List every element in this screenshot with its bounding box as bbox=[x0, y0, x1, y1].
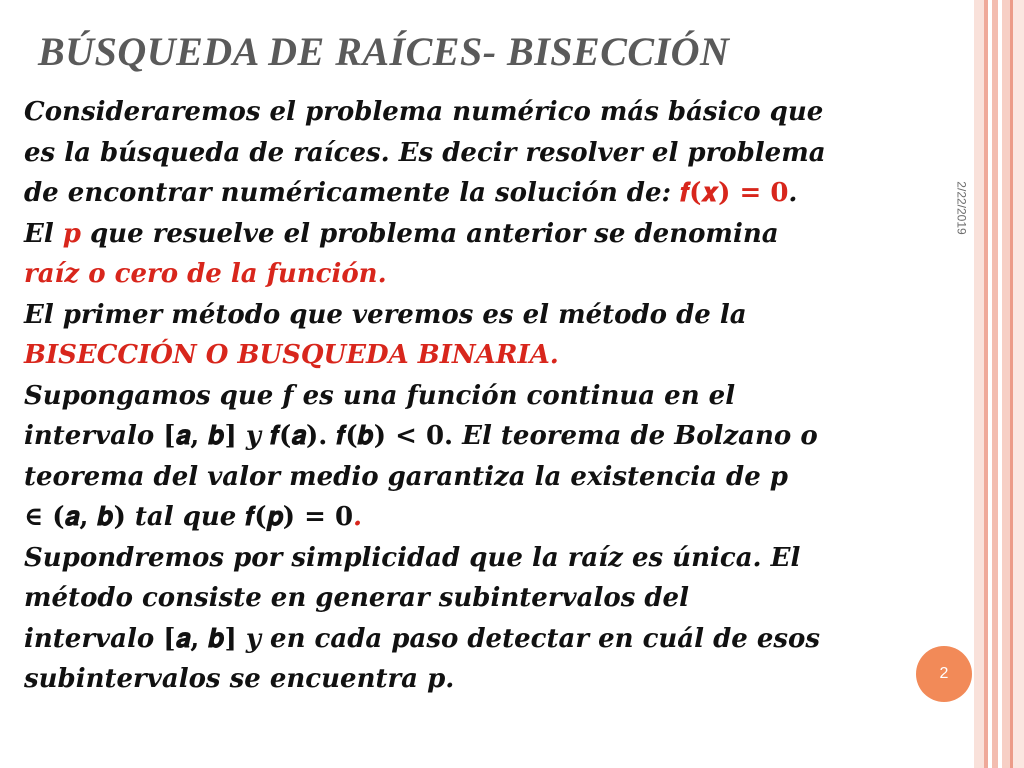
line-14-pre: intervalo bbox=[24, 623, 164, 654]
line-4-post: que resuelve el problema anterior se denomina bbox=[80, 218, 779, 249]
variable-p: p bbox=[62, 218, 81, 249]
line-3-period: . bbox=[788, 178, 798, 208]
body-line-10: teorema del valor medio garantiza la existencia de p bbox=[24, 461, 788, 492]
equation-f-p-zero: 𝒇(𝒑) = 𝟎 bbox=[245, 502, 354, 532]
slide-title: BÚSQUEDA DE RAÍCES- BISECCIÓN bbox=[38, 29, 730, 74]
body-line-8: Supongamos que f es una función continua en el bbox=[24, 380, 736, 411]
body-line-2: es la búsqueda de raíces. Es decir resolver el problema bbox=[24, 137, 826, 168]
line-11-period: . bbox=[353, 502, 363, 532]
decorative-border bbox=[974, 0, 1024, 768]
body-line-13: método consiste en generar subintervalos del bbox=[24, 583, 689, 613]
line-9-pre: intervalo bbox=[24, 421, 164, 451]
line-11-mid: tal que bbox=[125, 502, 246, 532]
body-line-4 bbox=[24, 214, 964, 255]
body-line-7: BISECCIÓN O BUSQUEDA BINARIA. bbox=[24, 340, 559, 370]
interval-a-b-2: [𝒂, 𝒃] bbox=[163, 623, 237, 654]
body-line-1: Consideraremos el problema numérico más básico que bbox=[24, 97, 824, 127]
line-9-post: El teorema de Bolzano o bbox=[453, 421, 818, 451]
body-line-6: El primer método que veremos es el método de la bbox=[24, 299, 747, 330]
page-number: 2 bbox=[939, 665, 949, 682]
line-3-text: de encontrar numéricamente la solución de: bbox=[24, 178, 681, 208]
page-number-badge bbox=[916, 646, 972, 702]
line-4-pre: El bbox=[24, 218, 63, 249]
p-in-interval: ∈ (𝒂, 𝒃) bbox=[24, 502, 126, 532]
body-line-3 bbox=[24, 173, 964, 214]
line-14-post: y en cada paso detectar en cuál de esos bbox=[236, 623, 821, 654]
slide-date: 2/22/2019 bbox=[955, 181, 970, 235]
bolzano-condition: 𝒇(𝒂). 𝒇(𝒃) < 𝟎. bbox=[270, 421, 454, 451]
slide-body bbox=[24, 92, 964, 700]
body-line-15: subintervalos se encuentra p. bbox=[24, 664, 455, 694]
body-line-11 bbox=[24, 497, 964, 538]
line-9-mid: y bbox=[236, 421, 271, 451]
equation-f-x-zero: 𝒇(𝒙) = 𝟎 bbox=[680, 178, 789, 208]
interval-a-b: [𝒂, 𝒃] bbox=[163, 421, 237, 451]
body-line-5: raíz o cero de la función. bbox=[24, 259, 387, 289]
body-line-9 bbox=[24, 416, 964, 457]
body-line-14 bbox=[24, 619, 964, 660]
body-line-12: Supondremos por simplicidad que la raíz es única. El bbox=[24, 542, 801, 573]
